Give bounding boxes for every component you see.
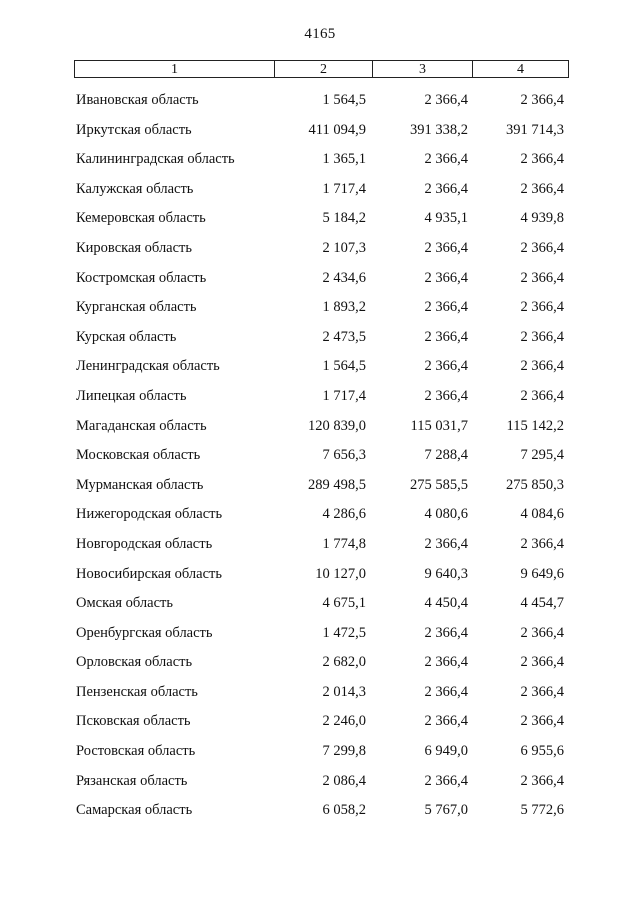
column-header-2: 2 bbox=[274, 61, 372, 77]
value-col-2: 2 473,5 bbox=[322, 328, 366, 345]
table-row bbox=[0, 86, 640, 116]
value-col-3: 4 450,4 bbox=[424, 595, 468, 612]
value-col-2: 4 675,1 bbox=[322, 595, 366, 612]
value-col-3: 391 338,2 bbox=[410, 121, 468, 138]
table-row bbox=[0, 737, 640, 767]
region-name: Ростовская область bbox=[76, 743, 196, 760]
table-row bbox=[0, 619, 640, 649]
value-col-2: 7 656,3 bbox=[322, 447, 366, 464]
region-name: Костромская область bbox=[76, 269, 207, 286]
value-col-3: 5 767,0 bbox=[424, 802, 468, 819]
value-col-3: 2 366,4 bbox=[424, 358, 468, 375]
value-col-4: 4 454,7 bbox=[520, 595, 564, 612]
value-col-4: 2 366,4 bbox=[520, 683, 564, 700]
value-col-4: 2 366,4 bbox=[520, 328, 564, 345]
table-row bbox=[0, 648, 640, 678]
table-row bbox=[0, 234, 640, 264]
value-col-4: 2 366,4 bbox=[520, 239, 564, 256]
table-row bbox=[0, 707, 640, 737]
region-name: Липецкая область bbox=[76, 387, 187, 404]
value-col-4: 7 295,4 bbox=[520, 447, 564, 464]
value-col-4: 115 142,2 bbox=[506, 417, 564, 434]
value-col-4: 275 850,3 bbox=[506, 476, 564, 493]
region-name: Новгородская область bbox=[76, 535, 213, 552]
value-col-4: 391 714,3 bbox=[506, 121, 564, 138]
value-col-3: 2 366,4 bbox=[424, 328, 468, 345]
value-col-4: 2 366,4 bbox=[520, 535, 564, 552]
value-col-3: 115 031,7 bbox=[410, 417, 468, 434]
value-col-3: 2 366,4 bbox=[424, 387, 468, 404]
value-col-3: 2 366,4 bbox=[424, 535, 468, 552]
column-header-3: 3 bbox=[372, 61, 472, 77]
table-row bbox=[0, 175, 640, 205]
value-col-2: 1 717,4 bbox=[322, 180, 366, 197]
value-col-3: 4 080,6 bbox=[424, 506, 468, 523]
region-name: Магаданская область bbox=[76, 417, 207, 434]
region-name: Калужская область bbox=[76, 180, 194, 197]
value-col-3: 2 366,4 bbox=[424, 151, 468, 168]
value-col-4: 5 772,6 bbox=[520, 802, 564, 819]
value-col-2: 2 682,0 bbox=[322, 654, 366, 671]
table-row bbox=[0, 441, 640, 471]
region-name: Курская область bbox=[76, 328, 177, 345]
table-row bbox=[0, 145, 640, 175]
value-col-2: 1 893,2 bbox=[322, 299, 366, 316]
value-col-2: 2 434,6 bbox=[322, 269, 366, 286]
value-col-3: 6 949,0 bbox=[424, 743, 468, 760]
value-col-4: 4 084,6 bbox=[520, 506, 564, 523]
value-col-2: 2 246,0 bbox=[322, 713, 366, 730]
table-row bbox=[0, 204, 640, 234]
region-name: Калининградская область bbox=[76, 151, 235, 168]
value-col-2: 2 107,3 bbox=[322, 239, 366, 256]
region-name: Кировская область bbox=[76, 239, 193, 256]
region-name: Оренбургская область bbox=[76, 624, 213, 641]
table-row bbox=[0, 678, 640, 708]
value-col-4: 2 366,4 bbox=[520, 151, 564, 168]
value-col-3: 2 366,4 bbox=[424, 299, 468, 316]
value-col-2: 289 498,5 bbox=[308, 476, 366, 493]
value-col-4: 9 649,6 bbox=[520, 565, 564, 582]
value-col-3: 2 366,4 bbox=[424, 654, 468, 671]
value-col-2: 10 127,0 bbox=[315, 565, 366, 582]
region-name: Омская область bbox=[76, 595, 173, 612]
table-body bbox=[0, 86, 640, 826]
value-col-3: 2 366,4 bbox=[424, 772, 468, 789]
region-name: Ленинградская область bbox=[76, 358, 220, 375]
value-col-3: 2 366,4 bbox=[424, 683, 468, 700]
value-col-4: 2 366,4 bbox=[520, 387, 564, 404]
table-row bbox=[0, 382, 640, 412]
column-header-4: 4 bbox=[472, 61, 568, 77]
region-name: Кемеровская область bbox=[76, 210, 206, 227]
value-col-2: 2 014,3 bbox=[322, 683, 366, 700]
region-name: Курганская область bbox=[76, 299, 197, 316]
value-col-4: 4 939,8 bbox=[520, 210, 564, 227]
value-col-2: 1 365,1 bbox=[322, 151, 366, 168]
value-col-3: 2 366,4 bbox=[424, 180, 468, 197]
region-name: Орловская область bbox=[76, 654, 193, 671]
region-name: Иркутская область bbox=[76, 121, 192, 138]
value-col-2: 7 299,8 bbox=[322, 743, 366, 760]
region-name: Пензенская область bbox=[76, 683, 198, 700]
region-name: Псковская область bbox=[76, 713, 191, 730]
page-number: 4165 bbox=[304, 26, 336, 42]
table-row bbox=[0, 293, 640, 323]
value-col-3: 2 366,4 bbox=[424, 239, 468, 256]
value-col-3: 7 288,4 bbox=[424, 447, 468, 464]
region-name: Новосибирская область bbox=[76, 565, 222, 582]
region-name: Самарская область bbox=[76, 802, 193, 819]
value-col-4: 2 366,4 bbox=[520, 92, 564, 108]
value-col-4: 2 366,4 bbox=[520, 269, 564, 286]
value-col-4: 2 366,4 bbox=[520, 713, 564, 730]
value-col-4: 2 366,4 bbox=[520, 358, 564, 375]
table-row bbox=[0, 530, 640, 560]
table-header bbox=[74, 60, 569, 78]
value-col-3: 2 366,4 bbox=[424, 92, 468, 108]
value-col-3: 275 585,5 bbox=[410, 476, 468, 493]
region-name: Рязанская область bbox=[76, 772, 188, 789]
value-col-2: 4 286,6 bbox=[322, 506, 366, 523]
table-row bbox=[0, 116, 640, 146]
table-row bbox=[0, 500, 640, 530]
value-col-4: 6 955,6 bbox=[520, 743, 564, 760]
value-col-3: 9 640,3 bbox=[424, 565, 468, 582]
value-col-2: 5 184,2 bbox=[322, 210, 366, 227]
value-col-2: 1 774,8 bbox=[322, 535, 366, 552]
value-col-2: 1 472,5 bbox=[322, 624, 366, 641]
value-col-2: 1 564,5 bbox=[322, 358, 366, 375]
table-row bbox=[0, 589, 640, 619]
value-col-2: 1 564,5 bbox=[322, 92, 366, 108]
table-row bbox=[0, 767, 640, 797]
value-col-2: 2 086,4 bbox=[322, 772, 366, 789]
region-name: Московская область bbox=[76, 447, 201, 464]
table-row bbox=[0, 352, 640, 382]
table-row bbox=[0, 323, 640, 353]
value-col-2: 6 058,2 bbox=[322, 802, 366, 819]
table-row bbox=[0, 471, 640, 501]
value-col-3: 2 366,4 bbox=[424, 713, 468, 730]
value-col-2: 120 839,0 bbox=[308, 417, 366, 434]
value-col-2: 411 094,9 bbox=[308, 121, 366, 138]
value-col-2: 1 717,4 bbox=[322, 387, 366, 404]
value-col-3: 2 366,4 bbox=[424, 269, 468, 286]
value-col-4: 2 366,4 bbox=[520, 624, 564, 641]
table-row bbox=[0, 560, 640, 590]
value-col-4: 2 366,4 bbox=[520, 180, 564, 197]
region-name: Мурманская область bbox=[76, 476, 204, 493]
column-header-1: 1 bbox=[171, 62, 178, 77]
region-name: Нижегородская область bbox=[76, 506, 223, 523]
table-row bbox=[0, 796, 640, 826]
value-col-4: 2 366,4 bbox=[520, 772, 564, 789]
value-col-3: 2 366,4 bbox=[424, 624, 468, 641]
table-row bbox=[0, 412, 640, 442]
table-row bbox=[0, 264, 640, 294]
value-col-4: 2 366,4 bbox=[520, 654, 564, 671]
value-col-3: 4 935,1 bbox=[424, 210, 468, 227]
region-name: Ивановская область bbox=[76, 92, 199, 108]
value-col-4: 2 366,4 bbox=[520, 299, 564, 316]
